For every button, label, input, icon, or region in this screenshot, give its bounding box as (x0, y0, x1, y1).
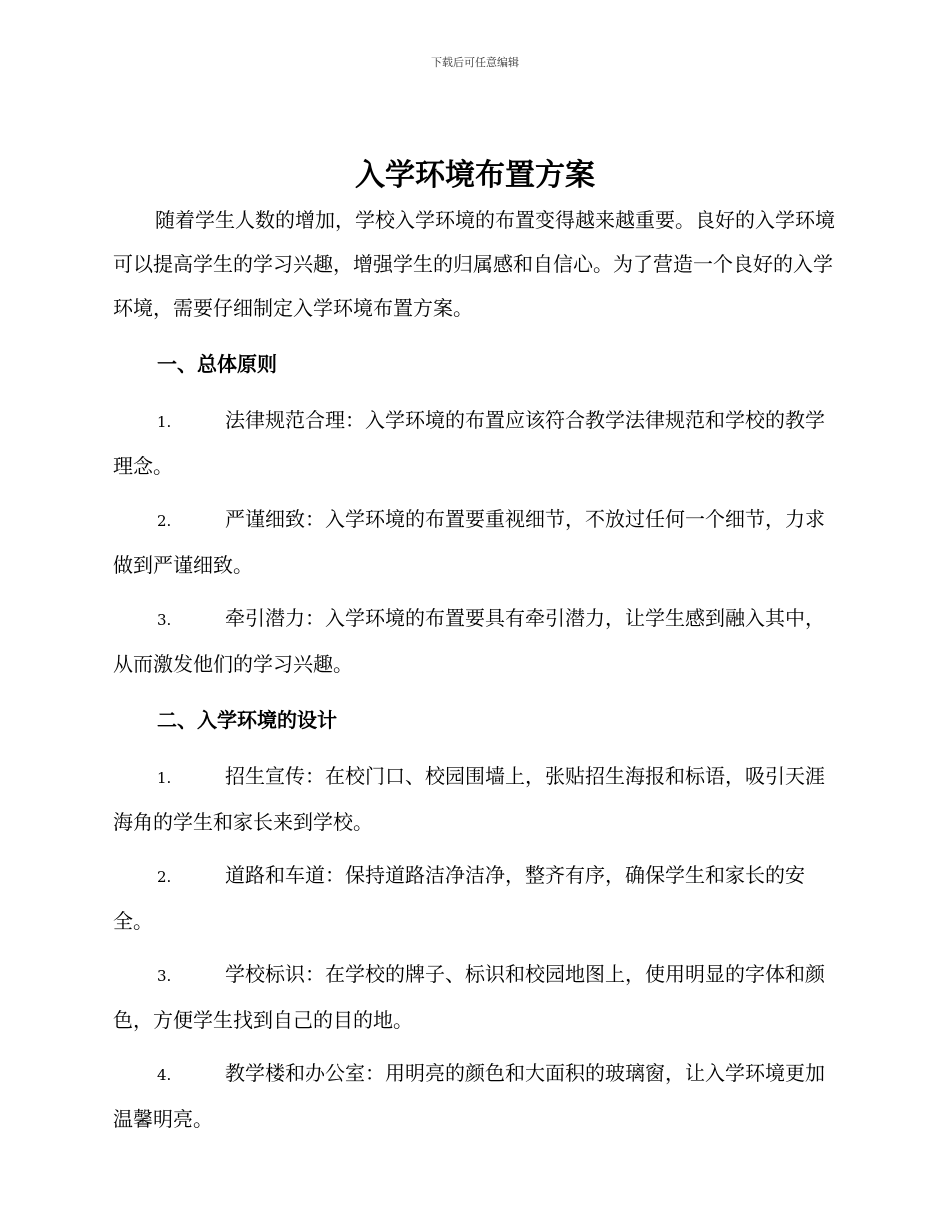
list-item (113, 497, 837, 587)
list-item-text: 教学楼和办公室：用明亮的颜色和大面积的玻璃窗，让入学环境更加温馨明亮。 (113, 1061, 825, 1131)
list-item-text: 严谨细致：入学环境的布置要重视细节，不放过任何一个细节，力求做到严谨细致。 (113, 507, 825, 577)
list-item (113, 596, 837, 686)
list-item (113, 754, 837, 844)
list-item-text: 法律规范合理：入学环境的布置应该符合教学法律规范和学校的教学理念。 (113, 408, 825, 478)
list-item-number: 2. (157, 512, 172, 530)
list-item-number: 1. (157, 769, 172, 787)
list-item-text: 学校标识：在学校的牌子、标识和校园地图上，使用明显的字体和颜色，方便学生找到自己的目的地。 (113, 962, 825, 1032)
list-item (113, 853, 837, 943)
list-item (113, 1051, 837, 1141)
list-item-text: 牵引潜力：入学环境的布置要具有牵引潜力，让学生感到融入其中，从而激发他们的学习兴趣。 (113, 606, 825, 676)
list-item-number: 3. (157, 611, 172, 629)
list-item-number: 4. (157, 1066, 172, 1084)
list-item (113, 398, 837, 488)
list-item-text: 道路和车道：保持道路洁净洁净，整齐有序，确保学生和家长的安全。 (113, 863, 805, 933)
document-body (113, 198, 837, 1150)
list-item (113, 952, 837, 1042)
section-heading-principles: 一、总体原则 (157, 352, 277, 376)
list-item-number: 3. (157, 967, 172, 985)
list-item-number: 1. (157, 413, 172, 431)
document-title: 入学环境布置方案 (355, 158, 595, 193)
list-item-text: 招生宣传：在校门口、校园围墙上，张贴招生海报和标语，吸引天涯海角的学生和家长来到学校。 (113, 764, 825, 834)
intro-paragraph: 随着学生人数的增加，学校入学环境的布置变得越来越重要。良好的入学环境可以提高学生的学习兴趣，增强学生的归属感和自信心。为了营造一个良好的入学环境，需要仔细制定入学环境布置方案。 (113, 208, 835, 320)
list-item-number: 2. (157, 868, 172, 886)
section-heading-design: 二、入学环境的设计 (157, 708, 337, 732)
page-header-note: 下载后可任意编辑 (431, 56, 519, 69)
